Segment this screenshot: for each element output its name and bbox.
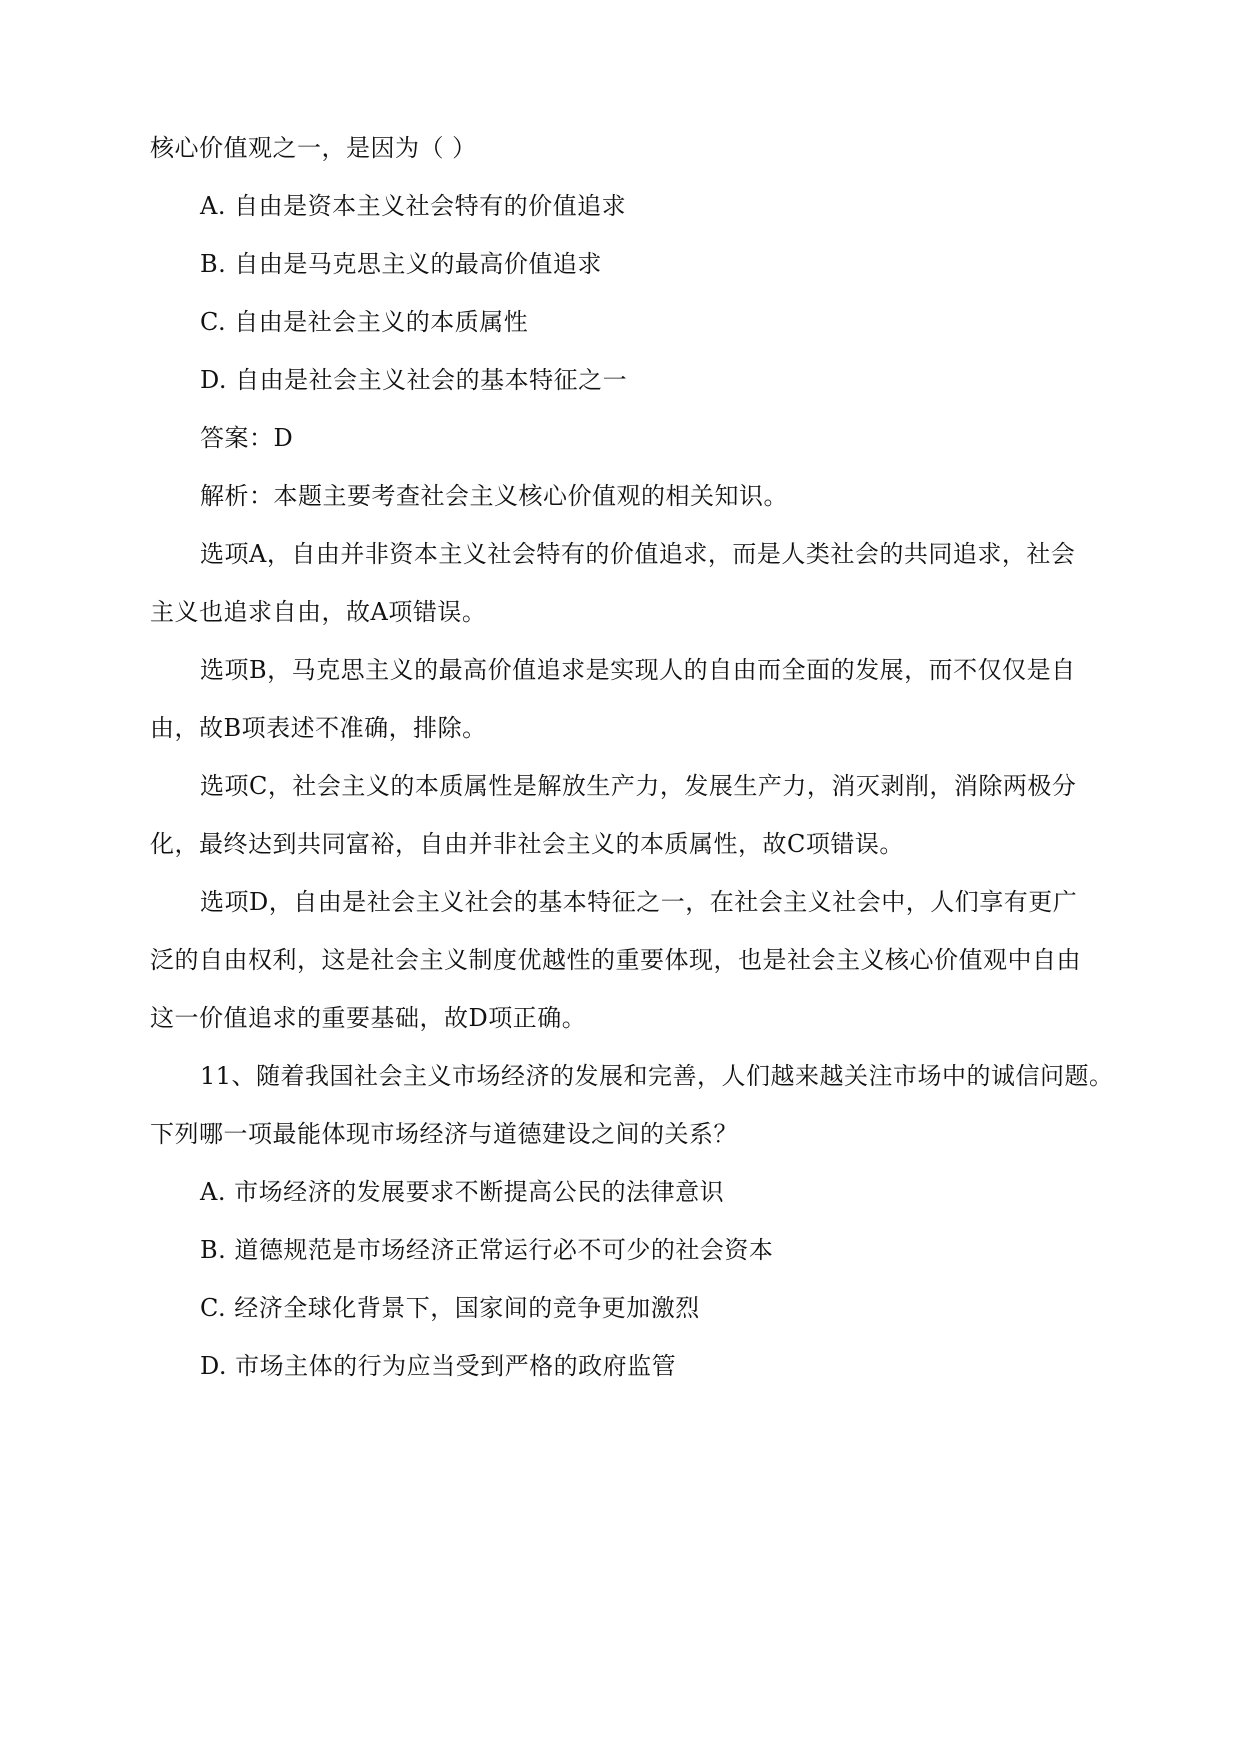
q10-stem-tail: 核心价值观之一，是因为（ ） (150, 134, 477, 162)
q10-analysis-a-line2: 主义也追求自由，故A项错误。 (150, 598, 487, 626)
q10-analysis-b-line1: 选项B，马克思主义的最高价值追求是实现人的自由而全面的发展，而不仅仅是自 (200, 656, 1076, 684)
q10-option-d: D. 自由是社会主义社会的基本特征之一 (200, 366, 628, 394)
q10-option-c: C. 自由是社会主义的本质属性 (200, 308, 529, 336)
q11-option-a: A. 市场经济的发展要求不断提高公民的法律意识 (200, 1178, 725, 1206)
q11-stem-line2: 下列哪一项最能体现市场经济与道德建设之间的关系？ (150, 1120, 738, 1148)
q10-analysis-b-line2: 由，故B项表述不准确，排除。 (150, 714, 487, 742)
q10-option-a: A. 自由是资本主义社会特有的价值追求 (200, 192, 627, 220)
q11-option-d: D. 市场主体的行为应当受到严格的政府监管 (200, 1352, 677, 1380)
q11-stem-line1: 11、随着我国社会主义市场经济的发展和完善，人们越来越关注市场中的诚信问题。 (200, 1062, 1114, 1090)
q11-option-b: B. 道德规范是市场经济正常运行必不可少的社会资本 (200, 1236, 774, 1264)
q10-analysis-c-line1: 选项C，社会主义的本质属性是解放生产力，发展生产力，消灭剥削，消除两极分 (200, 772, 1077, 800)
q11-option-c: C. 经济全球化背景下，国家间的竞争更加激烈 (200, 1294, 700, 1322)
q10-analysis-d-line2: 泛的自由权利，这是社会主义制度优越性的重要体现，也是社会主义核心价值观中自由 (150, 946, 1081, 974)
q10-analysis-intro: 解析：本题主要考查社会主义核心价值观的相关知识。 (200, 482, 788, 510)
q10-option-b: B. 自由是马克思主义的最高价值追求 (200, 250, 602, 278)
q10-analysis-c-line2: 化，最终达到共同富裕，自由并非社会主义的本质属性，故C项错误。 (150, 830, 904, 858)
q10-analysis-a-line1: 选项A，自由并非资本主义社会特有的价值追求，而是人类社会的共同追求，社会 (200, 540, 1076, 568)
q10-answer: 答案：D (200, 424, 294, 452)
q10-analysis-d-line1: 选项D，自由是社会主义社会的基本特征之一，在社会主义社会中，人们享有更广 (200, 888, 1078, 916)
q10-analysis-d-line3: 这一价值追求的重要基础，故D项正确。 (150, 1004, 587, 1032)
